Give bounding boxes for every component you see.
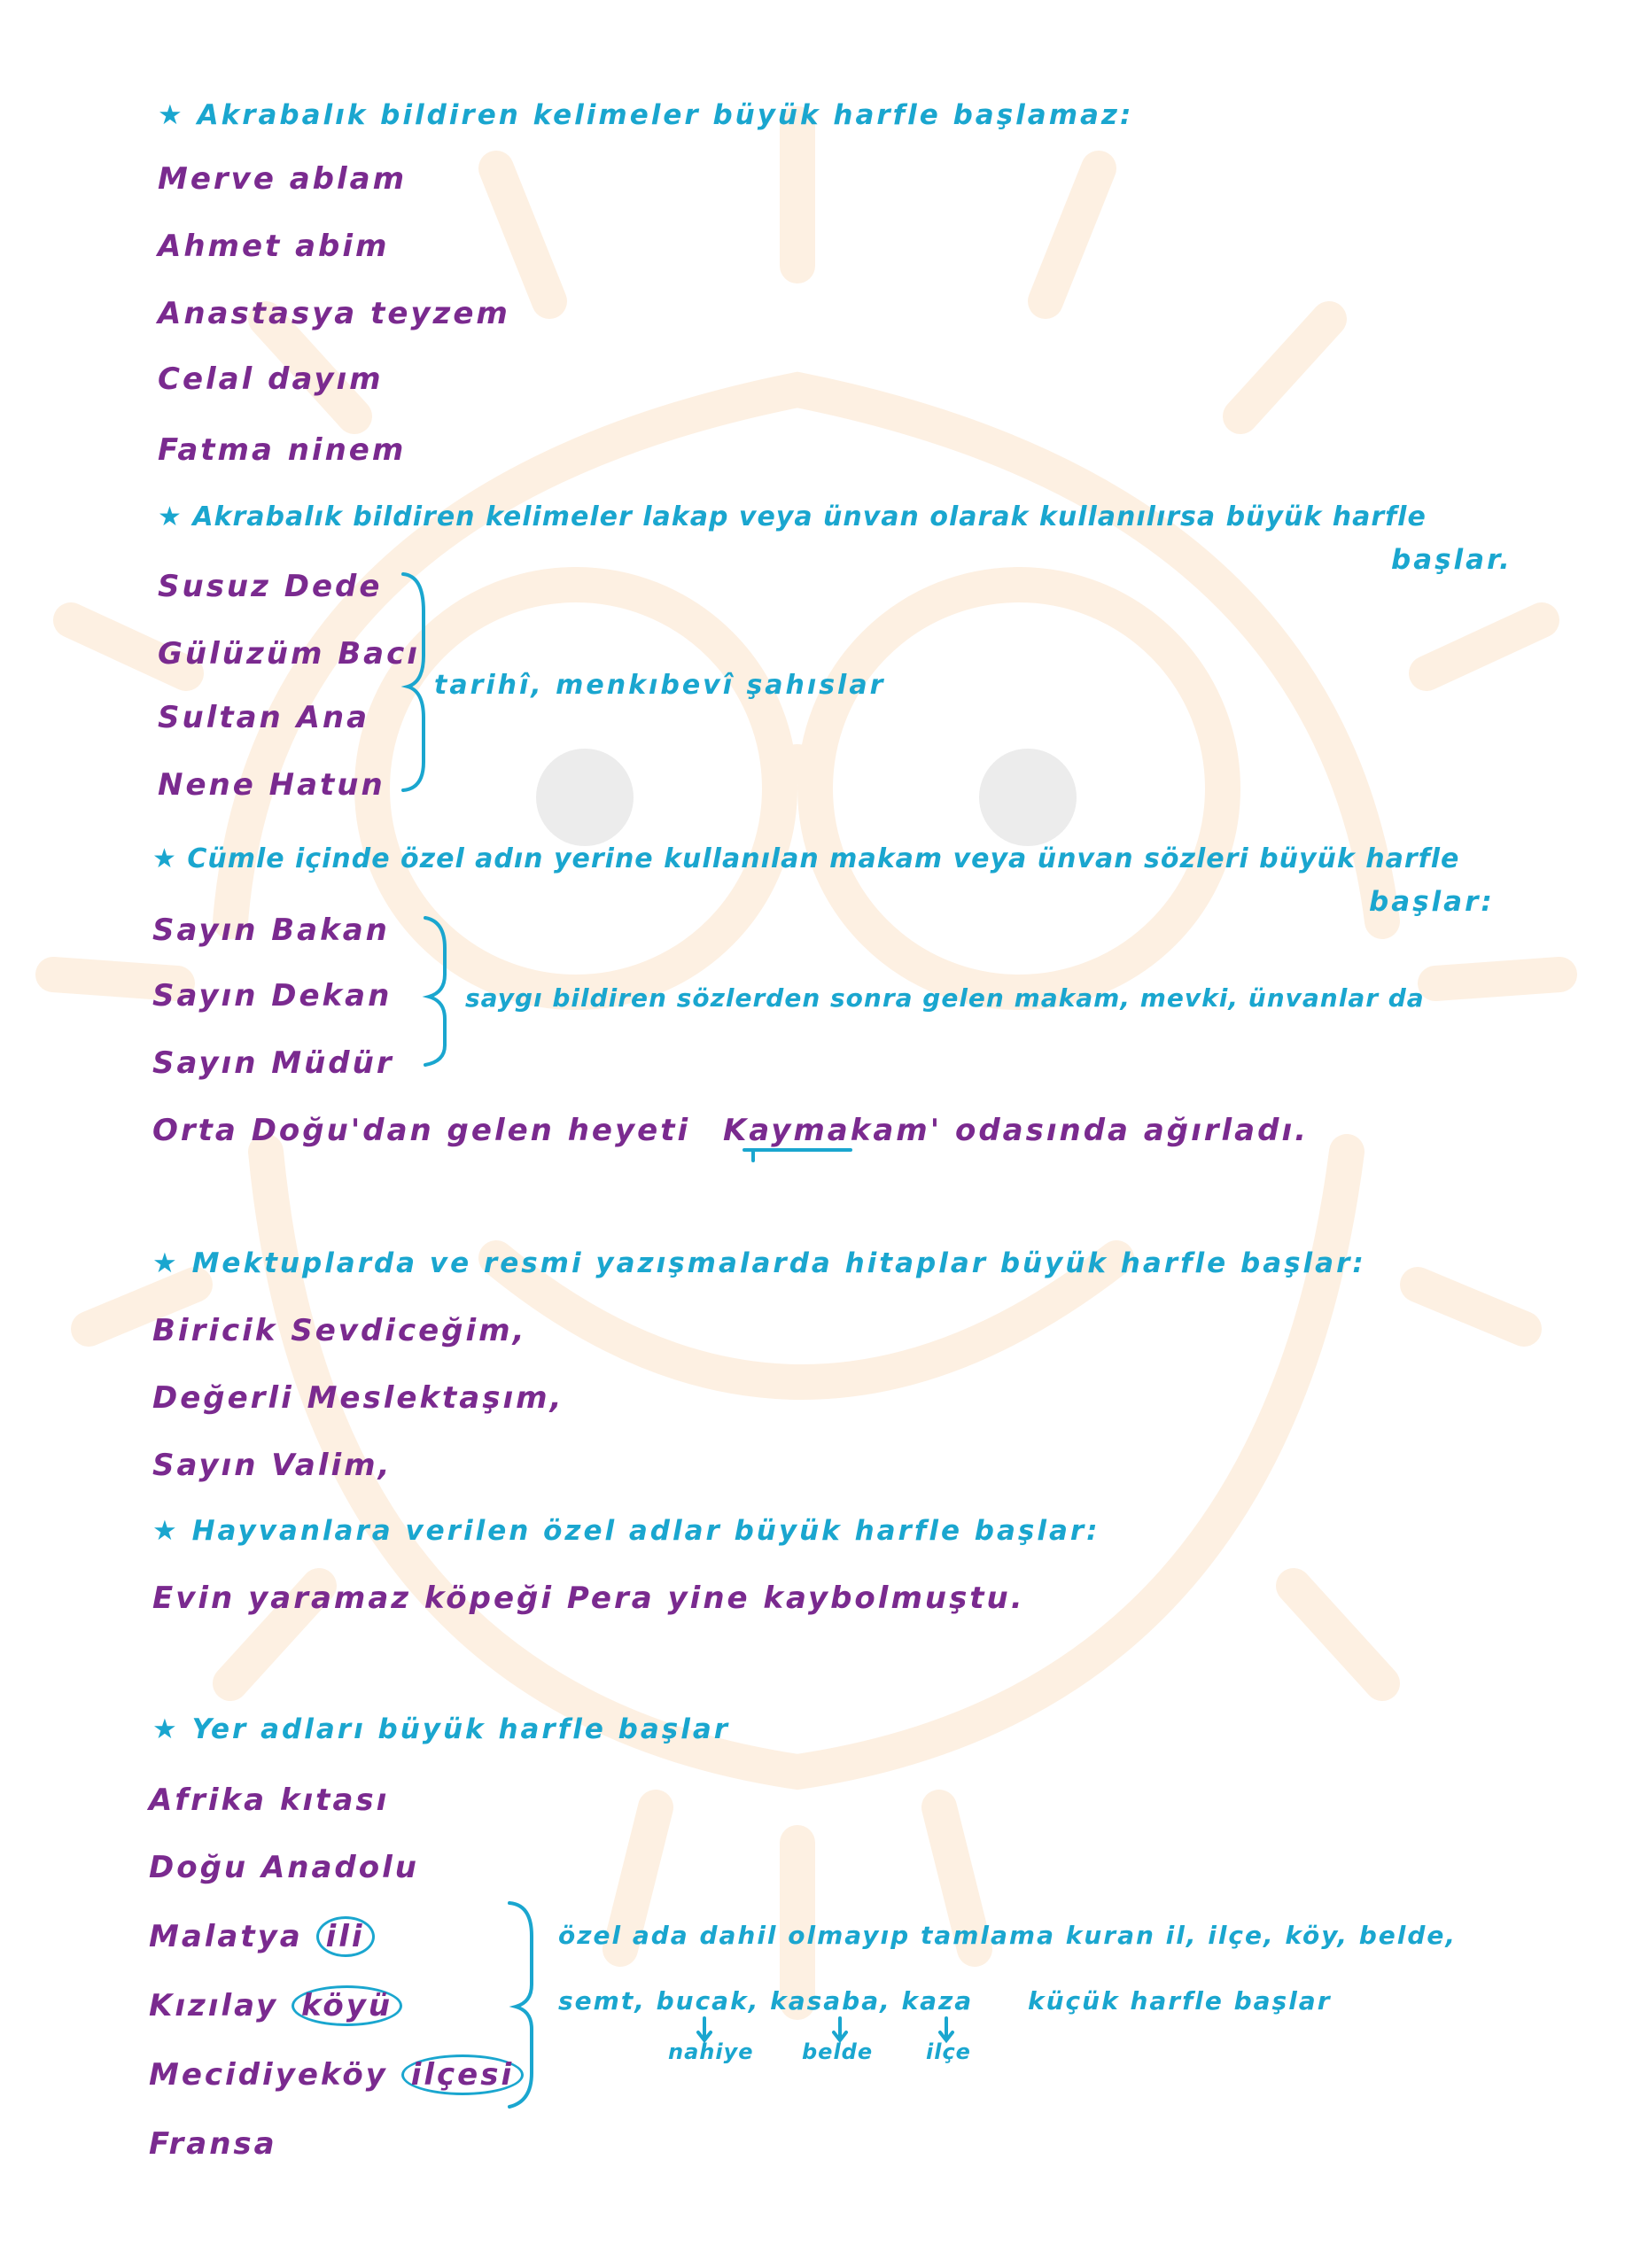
place-name: Malatya bbox=[149, 1919, 303, 1954]
sub-label: nahiye bbox=[668, 2039, 754, 2064]
example-line: Gülüzüm Bacı bbox=[158, 636, 420, 672]
example-line: Ahmet abim bbox=[158, 229, 390, 264]
example-line: Anastasya teyzem bbox=[158, 296, 510, 331]
example-line: Susuz Dede bbox=[158, 569, 383, 604]
brace-note: saygı bildiren sözlerden sonra gelen makam, mevki, ünvanlar da bbox=[465, 983, 1425, 1013]
example-line: Doğu Anadolu bbox=[149, 1850, 419, 1885]
example-line: Değerli Meslektaşım, bbox=[152, 1380, 564, 1416]
example-line bbox=[149, 1988, 402, 2023]
example-line: Fatma ninem bbox=[158, 432, 407, 468]
example-line: Fransa bbox=[149, 2126, 277, 2162]
section-heading: ★ Mektuplarda ve resmi yazışmalarda hitaplar büyük harfle başlar: bbox=[152, 1247, 1366, 1279]
sub-label: belde bbox=[802, 2039, 874, 2064]
section-heading: ★ Hayvanlara verilen özel adlar büyük harfle başlar: bbox=[152, 1515, 1100, 1547]
example-line: Sayın Bakan bbox=[152, 913, 390, 948]
sub-label: ilçe bbox=[926, 2039, 971, 2064]
circled-word: köyü bbox=[292, 1985, 402, 2026]
brace-note: semt, bucak, kasaba, kaza bbox=[558, 1986, 974, 2016]
example-line: Sayın Dekan bbox=[152, 978, 393, 1014]
example-line: Nene Hatun bbox=[158, 767, 385, 803]
example-line: Celal dayım bbox=[158, 361, 384, 397]
section-heading-continued: başlar: bbox=[1369, 886, 1495, 918]
highlighted-word: Kaymakam bbox=[722, 1113, 930, 1148]
circled-word: ili bbox=[316, 1916, 375, 1957]
sentence-part: ' odasında ağırladı. bbox=[929, 1113, 1310, 1148]
example-sentence bbox=[152, 1113, 1309, 1148]
section-heading: ★ Cümle içinde özel adın yerine kullanılan makam veya ünvan sözleri büyük harfle bbox=[152, 843, 1460, 874]
example-line: Biricik Sevdiceğim, bbox=[152, 1313, 527, 1348]
place-name: Mecidiyeköy bbox=[149, 2057, 388, 2093]
brace-note: küçük harfle başlar bbox=[1028, 1986, 1332, 2016]
example-sentence: Evin yaramaz köpeği Pera yine kaybolmuştu. bbox=[152, 1581, 1025, 1616]
section-heading: ★ Akrabalık bildiren kelimeler büyük harfle başlamaz: bbox=[158, 99, 1134, 131]
circled-word: ilçesi bbox=[401, 2054, 524, 2095]
section-heading-continued: başlar. bbox=[1391, 544, 1512, 576]
example-line: Afrika kıtası bbox=[149, 1783, 390, 1818]
brace-note: özel ada dahil olmayıp tamlama kuran il, ilçe, köy, belde, bbox=[558, 1921, 1458, 1950]
example-line: Sayın Valim, bbox=[152, 1448, 393, 1483]
example-line bbox=[149, 1919, 375, 1954]
sentence-part: Orta Doğu'dan gelen heyeti bbox=[152, 1113, 691, 1148]
section-heading: ★ Yer adları büyük harfle başlar bbox=[152, 1713, 731, 1745]
brace-note: tarihî, menkıbevî şahıslar bbox=[434, 670, 886, 701]
example-line: Merve ablam bbox=[158, 161, 408, 197]
place-name: Kızılay bbox=[149, 1988, 279, 2023]
example-line: Sultan Ana bbox=[158, 700, 370, 735]
section-heading: ★ Akrabalık bildiren kelimeler lakap veya ünvan olarak kullanılırsa büyük harfle bbox=[158, 501, 1427, 532]
example-line bbox=[149, 2057, 524, 2093]
example-line: Sayın Müdür bbox=[152, 1045, 394, 1081]
